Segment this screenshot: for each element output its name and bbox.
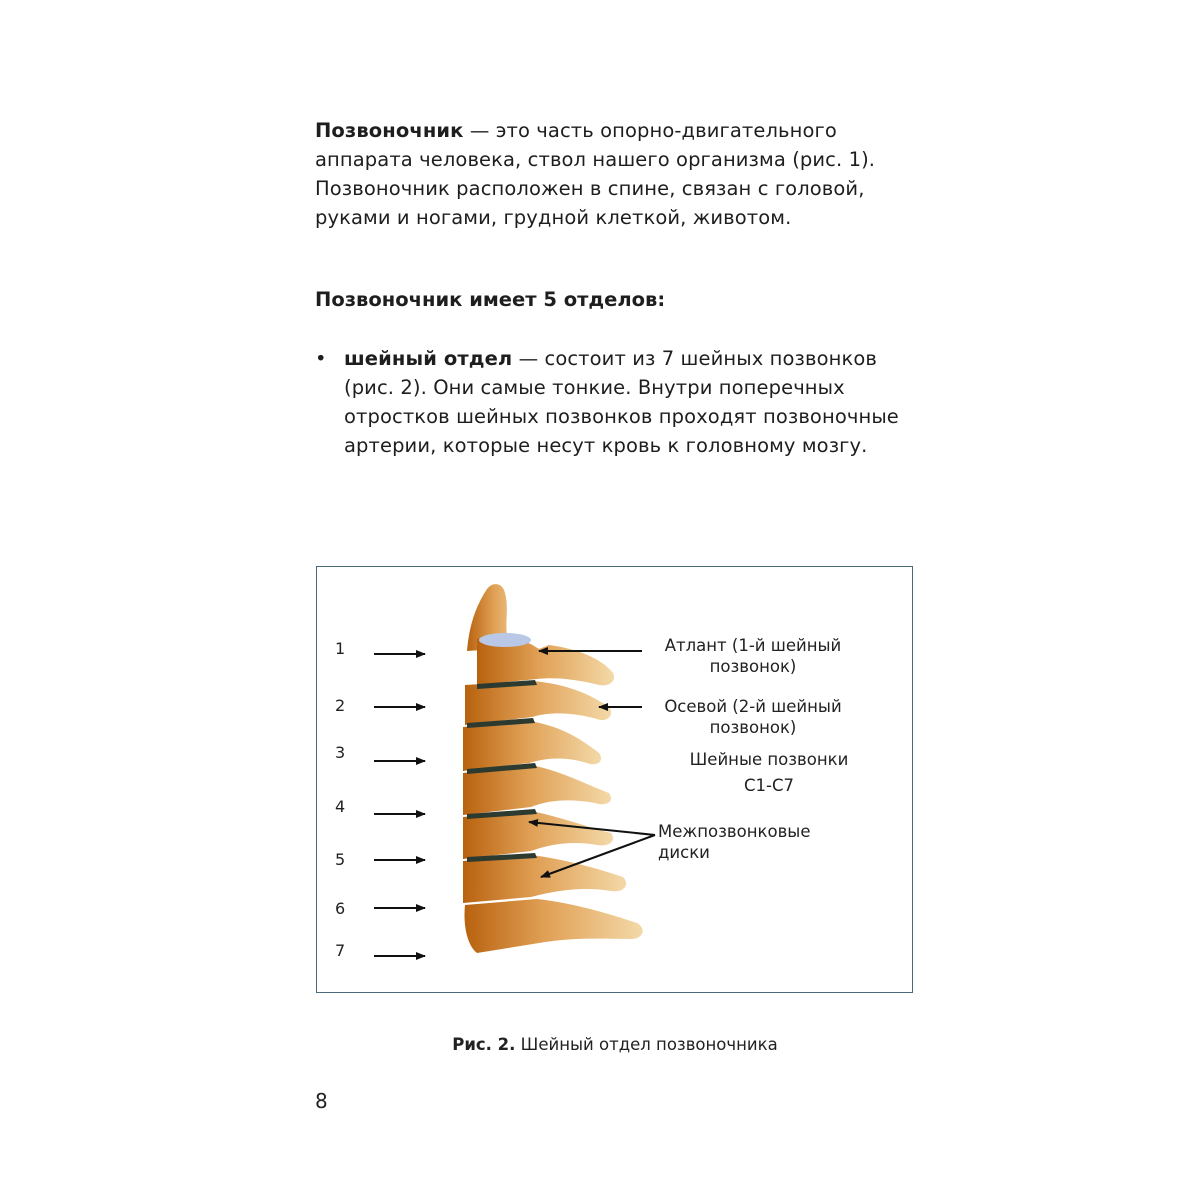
spine-figure bbox=[316, 566, 913, 993]
cervical-vertebrae-label: Шейные позвонки С1-С7 bbox=[689, 750, 849, 795]
level-arrows bbox=[374, 654, 425, 956]
atlas-label: Атлант (1-й шейный позвонок) bbox=[664, 636, 842, 676]
bullet-marker: • bbox=[315, 347, 327, 370]
level-number-6: 6 bbox=[335, 899, 346, 918]
figure-caption bbox=[0, 1035, 1200, 1054]
bullet-term: шейный отдел bbox=[344, 347, 513, 370]
intro-paragraph bbox=[315, 116, 915, 232]
level-number-5: 5 bbox=[335, 850, 346, 869]
intervertebral-discs-label: Межпозвонковые диски bbox=[658, 822, 811, 862]
axis-label: Осевой (2-й шейный позвонок) bbox=[664, 697, 842, 737]
intro-term: Позвоночник bbox=[315, 119, 464, 142]
caption-text: Шейный отдел позвоночника bbox=[515, 1035, 778, 1054]
section-heading: Позвоночник имеет 5 отделов: bbox=[315, 288, 666, 311]
intro-text: — это часть опорно-двигательного аппарата человека, ствол нашего организма (рис. 1). Позвоночник расположен в спине, связан с головой, руками и ногами, грудной клеткой, животом. bbox=[315, 119, 876, 229]
page-number: 8 bbox=[315, 1089, 328, 1113]
level-number-7: 7 bbox=[335, 941, 346, 960]
level-number-4: 4 bbox=[335, 797, 346, 816]
level-number-3: 3 bbox=[335, 743, 346, 762]
caption-prefix: Рис. 2. bbox=[452, 1035, 516, 1054]
level-number-2: 2 bbox=[335, 696, 346, 715]
bullet-paragraph bbox=[344, 344, 915, 460]
level-number-1: 1 bbox=[335, 639, 346, 658]
bullet-text: — состоит из 7 шейных позвонков (рис. 2). Они самые тонкие. Внутри поперечных отростков шейных позвонков проходят позвоночные артерии, которые несут кровь к головному мозгу. bbox=[344, 347, 899, 457]
